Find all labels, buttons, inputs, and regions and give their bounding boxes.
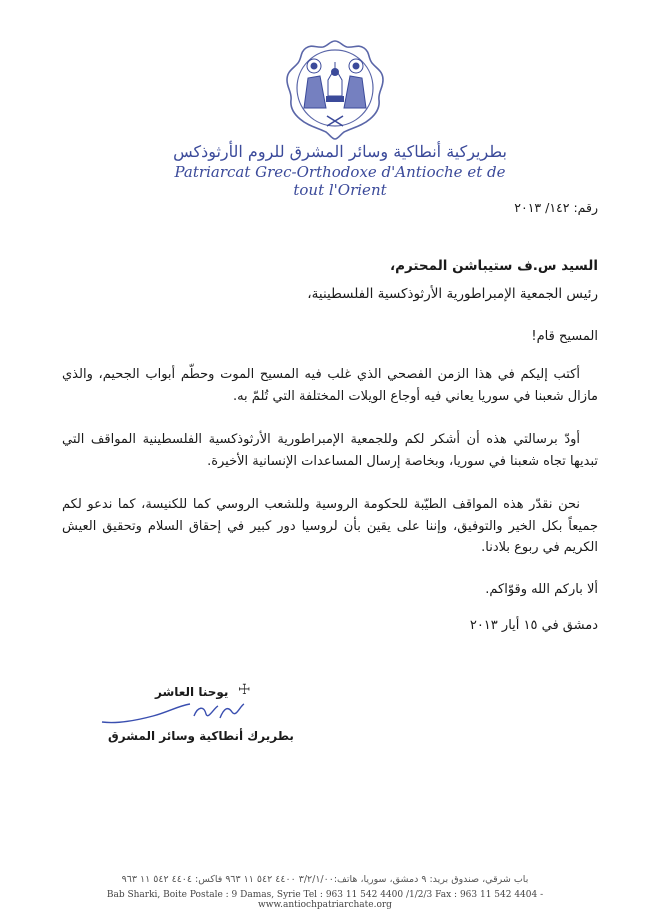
reference-number: رقم: ١٤٢/ ٢٠١٣ — [514, 200, 598, 215]
blessing: ألا باركم الله وقوّاكم. — [485, 582, 598, 597]
place-date: دمشق في ١٥ أيار ٢٠١٣ — [469, 618, 598, 633]
greeting: المسيح قام! — [531, 329, 598, 344]
signatory-title: بطريرك أنطاكية وسائر المشرق — [108, 729, 294, 743]
patriarchate-seal-icon — [282, 38, 388, 142]
cross-icon: ☩ — [238, 682, 251, 698]
letterhead-french-name: Patriarcat Grec-Orthodoxe d'Antioche et de tout l'Orient — [174, 163, 506, 199]
footer-french-address: Bab Sharki, Boite Postale : 9 Damas, Syrie Tel : 963 11 542 4400 /1/2/3 Fax : 963 11 542 4404 - www.antiochpatriarchate.org — [106, 890, 544, 910]
paragraph: أكتب إليكم في هذا الزمن الفصحي الذي غلب فيه المسيح الموت وحطّم أبواب الجحيم، والذي مازال شعبنا في سوريا يعاني فيه أوجاع الويلات المختلفة التي تُلمّ به. — [62, 367, 598, 404]
letterhead-arabic-name: بطريركية أنطاكية وسائر المشرق للروم الأرثوذكس — [173, 142, 507, 161]
signatory-name: يوحنا العاشر — [155, 685, 229, 699]
recipient-title: رئيس الجمعية الإمبراطورية الأرثوذكسية الفلسطينية، — [307, 286, 598, 302]
paragraph: نحن نقدّر هذه المواقف الطيّبة للحكومة الروسية وللشعب الروسي كما للكنيسة، كما ندعو لكم جميعاً بكل الخير والتوفيق، وإننا على يقين بأن لروسيا دور كبير في إحقاق السلام وتحقيق العيش الكريم في ربوع بلادنا. — [62, 497, 598, 555]
handwritten-signature — [98, 700, 248, 726]
footer-arabic-address: باب شرقي، صندوق بريد: ٩ دمشق، سوريا، هاتف:٣/٢/١/٠٠ ٤٤٠٠ ٥٤٢ ١١ ٩٦٣ فاكس: ٤٤٠٤ ٥٤٢ ١١ ٩٦٣ — [121, 874, 529, 885]
recipient-name: السيد س.ف ستيباشن المحترم، — [390, 258, 598, 274]
paragraph: أودّ برسالتي هذه أن أشكر لكم وللجمعية الإمبراطورية الأرثوذكسية الفلسطينية المواقف التي تبديها تجاه شعبنا في سوريا، وبخاصة إرسال المساعدات الإنسانية الأخيرة. — [62, 432, 598, 469]
